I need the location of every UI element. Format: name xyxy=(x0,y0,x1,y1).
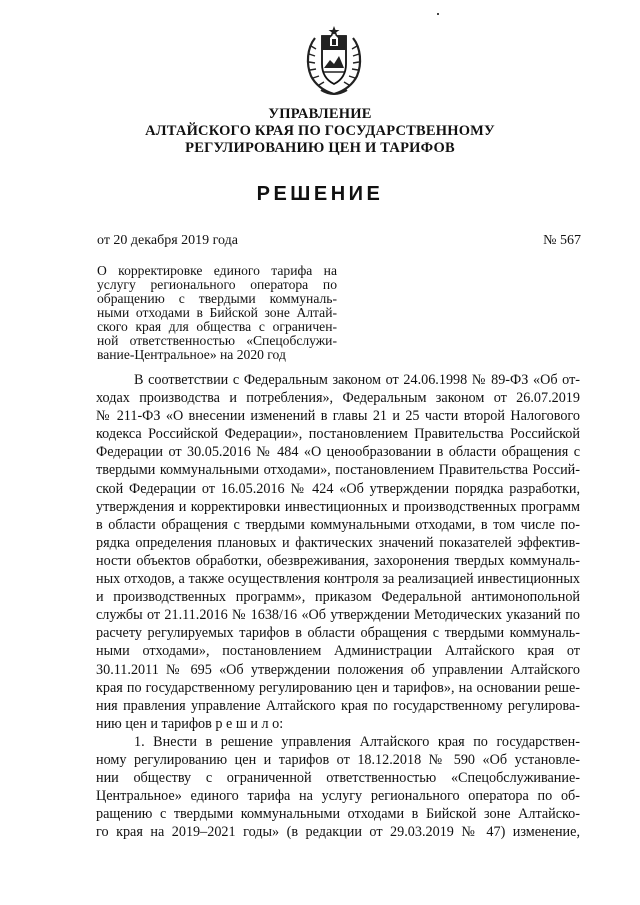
body-line: 1. Внести в решение управления Алтайского края по государствен- xyxy=(134,733,580,750)
body-line: нии обществу с ограниченной ответственностью «Спецобслуживание- xyxy=(96,770,580,787)
body-line: и производственных программ», приказом Федеральной антимонопольной xyxy=(96,589,580,606)
body-line: ния правления управление Алтайского края по государственному регулирова- xyxy=(96,697,580,714)
body-line: ных отходов, а также осуществления контроля за реализацией инвестиционных xyxy=(96,571,580,588)
document-subject xyxy=(97,264,337,362)
body-line: ходах производства и потребления», Федеральным законом от 26.07.2019 xyxy=(96,390,580,407)
body-line: ращению с твердыми коммунальными отходами в Бийской зоне Алтайско- xyxy=(96,806,580,823)
organization-name xyxy=(60,106,580,157)
body-line: ными отходами», постановлением Администрации Алтайского края от xyxy=(96,643,580,660)
body-line: Центральное» единого тарифа на услугу регионального оператора по об- xyxy=(96,788,580,805)
body-line: службы от 21.11.2016 № 1638/16 «Об утверждении Методических указаний по xyxy=(96,607,580,624)
scan-speck xyxy=(437,13,439,15)
subject-line: О корректировке единого тарифа на xyxy=(97,263,337,278)
body-line: В соответствии с Федеральным законом от 24.06.1998 № 89-ФЗ «Об от- xyxy=(134,372,580,388)
body-line: № 211-ФЗ «О внесении изменений в главы 21 и 25 части второй Налогового xyxy=(96,408,580,425)
document-body xyxy=(96,371,580,841)
subject-line: вание-Центральное» на 2020 год xyxy=(97,347,286,362)
subject-line: ского края для общества с ограничен- xyxy=(97,319,337,334)
body-line: Федерации от 30.05.2016 № 484 «О ценообразовании в области обращения с xyxy=(96,444,580,461)
body-line: ской Федерации от 16.05.2016 № 424 «Об утверждении порядка разработки, xyxy=(96,480,580,497)
subject-line: ной ответственностью «Спецобслужи- xyxy=(97,333,337,348)
subject-line: услугу регионального оператора по xyxy=(97,277,337,292)
body-line: рядка определения плановых и фактических значений показателей эффектив- xyxy=(96,534,580,551)
body-line: твердыми коммунальными отходами», постановлением Правительства Россий- xyxy=(96,462,580,479)
subject-line: ными отходами в Бийской зоне Алтай- xyxy=(97,305,337,320)
org-line: АЛТАЙСКОГО КРАЯ ПО ГОСУДАРСТВЕННОМУ xyxy=(145,123,495,139)
altai-coat-of-arms-icon xyxy=(303,24,365,98)
body-line: ному регулированию цен и тарифов от 18.12.2018 № 590 «Об установле- xyxy=(96,751,580,768)
org-line: РЕГУЛИРОВАНИЮ ЦЕН И ТАРИФОВ xyxy=(185,140,455,156)
body-line: утверждения и корректировки инвестиционных и производственных программ xyxy=(96,498,580,515)
body-line: расчету регулируемых тарифов в области обращения с твердыми коммуналь- xyxy=(96,625,580,642)
body-line: в области обращения с твердыми коммунальными отходами, в том числе по- xyxy=(96,516,580,533)
body-line: го края на 2019–2021 годы» (в редакции от 29.03.2019 № 47) изменение, xyxy=(96,824,580,841)
document-date: от 20 декабря 2019 года xyxy=(97,233,238,248)
body-line: 30.11.2011 № 695 «Об утверждении положения об управлении Алтайского xyxy=(96,661,580,678)
body-line: ности объектов обработки, обезвреживания, захоронения твердых коммуналь- xyxy=(96,552,580,569)
body-line: кодекса Российской Федерации», постановлением Правительства Российской xyxy=(96,426,580,443)
subject-line: обращению с твердыми коммуналь- xyxy=(97,291,337,306)
org-line: УПРАВЛЕНИЕ xyxy=(268,106,372,122)
body-line: нию цен и тарифов р е ш и л о: xyxy=(96,715,284,732)
document-title: РЕШЕНИЕ xyxy=(256,183,384,205)
document-number: № 567 xyxy=(543,233,581,248)
body-line: края по государственному регулированию цен и тарифов», на основании реше- xyxy=(96,679,580,696)
